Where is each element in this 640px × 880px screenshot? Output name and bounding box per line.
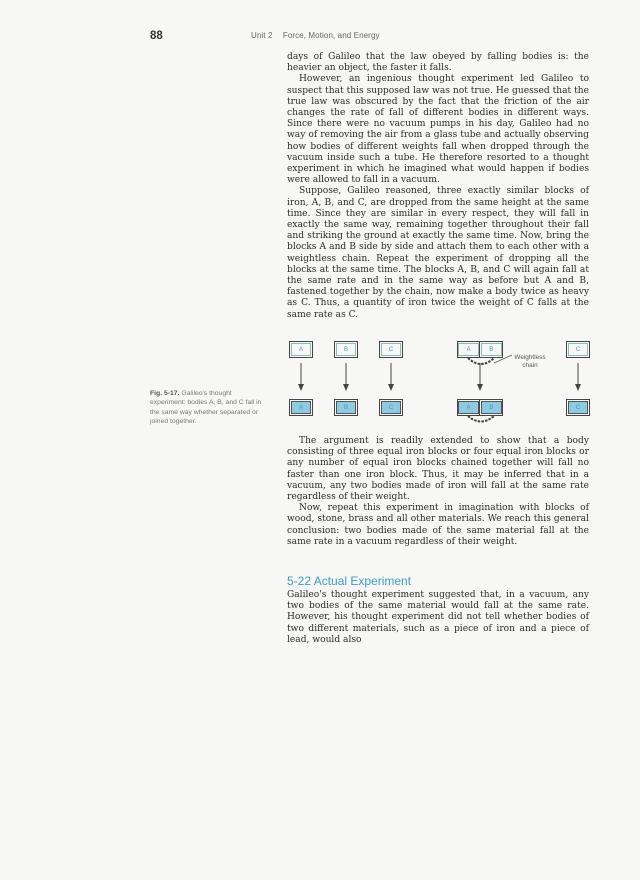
block-a-top xyxy=(289,341,313,358)
block-a-label: A xyxy=(458,343,479,356)
text-column-middle xyxy=(287,436,589,548)
figure-caption xyxy=(150,389,262,427)
block-a-label: A xyxy=(291,401,311,414)
chain-label xyxy=(508,354,552,370)
paragraph-2: However, an ingenious thought experiment led Galileo to suspect that this supposed law was not true. He guessed that the true law was obscured by the fact that the friction of the air changes the rate of fall of different bodies in different ways. Since there were no vacuum pumps in his day, Galileo had no way of removing the air from a glass tube and actually observing how bodies of different weights fall when dropped through the vacuum inside such a tube. He therefore resorted to a thought experiment in which he imagined what would happen if bodies were allowed to fall in a vacuum. xyxy=(287,74,589,186)
block-c-right-top xyxy=(566,341,590,358)
block-c-top xyxy=(379,341,403,358)
arrow-down-icon xyxy=(386,362,396,392)
block-c-bottom xyxy=(379,399,403,416)
block-b-label: B xyxy=(481,343,502,356)
arrow-down-icon xyxy=(573,362,583,392)
page-number: 88 xyxy=(150,30,163,42)
text-column-bottom xyxy=(287,590,589,646)
joined-blocks-bottom xyxy=(457,399,503,416)
paragraph-1: days of Galileo that the law obeyed by falling bodies is: the heavier an object, the faster it falls. xyxy=(287,52,589,74)
arrow-down-icon xyxy=(475,362,485,392)
page-header xyxy=(0,30,640,46)
chain-label-line-2: chain xyxy=(522,362,538,369)
block-b-bottom xyxy=(334,399,358,416)
block-a-bottom xyxy=(289,399,313,416)
arrow-down-icon xyxy=(341,362,351,392)
paragraph-4: The argument is readily extended to show that a body consisting of three equal iron blocks or four equal iron blocks or any number of equal iron blocks chained together will fall no faster than one iron block. Thus, it may be inferred that in a vacuum, any two bodies made of iron will fall at the same rate regardless of their weight. xyxy=(287,436,589,503)
block-b-label: B xyxy=(481,401,502,414)
block-a-label: A xyxy=(458,401,479,414)
chain-icon xyxy=(466,415,496,425)
block-c-label: C xyxy=(381,401,401,414)
unit-title: Force, Motion, and Energy xyxy=(282,31,380,40)
arrow-down-icon xyxy=(296,362,306,392)
block-b-top xyxy=(334,341,358,358)
block-c-label: C xyxy=(568,343,588,356)
text-column-top xyxy=(287,52,589,321)
paragraph-6: Galileo's thought experiment suggested that, in a vacuum, any two bodies of the same material would fall at the same rate. However, his thought experiment did not tell whether bodies of two different materials, such as a piece of iron and a piece of lead, would also xyxy=(287,590,589,645)
block-c-label: C xyxy=(568,401,588,414)
unit-label: Unit 2 xyxy=(251,31,273,40)
paragraph-3: Suppose, Galileo reasoned, three exactly similar blocks of iron, A, B, and C, are dropped from the same height at the same time. Since they are similar in every respect, they will fall in exactly the same way, remaining together throughout their fall and striking the ground at exactly the same time. Now, bring the blocks A and B side by side and attach them to each other with a weightless chain. Repeat the experiment of dropping all the blocks at the same time. The blocks A, B, and C will again fall at the same rate and in the same way as before but A and B, fastened together by the chain, now make a body twice as heavy as C. Thus, a quantity of iron twice the weight of C falls at the same rate as C. xyxy=(287,186,589,320)
block-a-label: A xyxy=(291,343,311,356)
figure-caption-text: Galileo's thought experiment: bodies A, B, and C fall in the same way whether separated or joined together. xyxy=(150,390,262,426)
block-c-label: C xyxy=(381,343,401,356)
block-c-right-bottom xyxy=(566,399,590,416)
block-b-label: B xyxy=(336,343,356,356)
chain-label-line-1: Weightless xyxy=(514,354,546,361)
figure-5-17 xyxy=(280,335,600,427)
figure-label: Fig. 5-17. xyxy=(150,390,180,397)
block-b-label: B xyxy=(336,401,356,414)
section-title: 5-22 Actual Experiment xyxy=(287,574,412,588)
running-head xyxy=(251,31,380,40)
paragraph-5: Now, repeat this experiment in imagination with blocks of wood, stone, brass and all other materials. We reach this general conclusion: two bodies made of the same material fall at the same rate in a vacuum regardless of their weight. xyxy=(287,503,589,547)
